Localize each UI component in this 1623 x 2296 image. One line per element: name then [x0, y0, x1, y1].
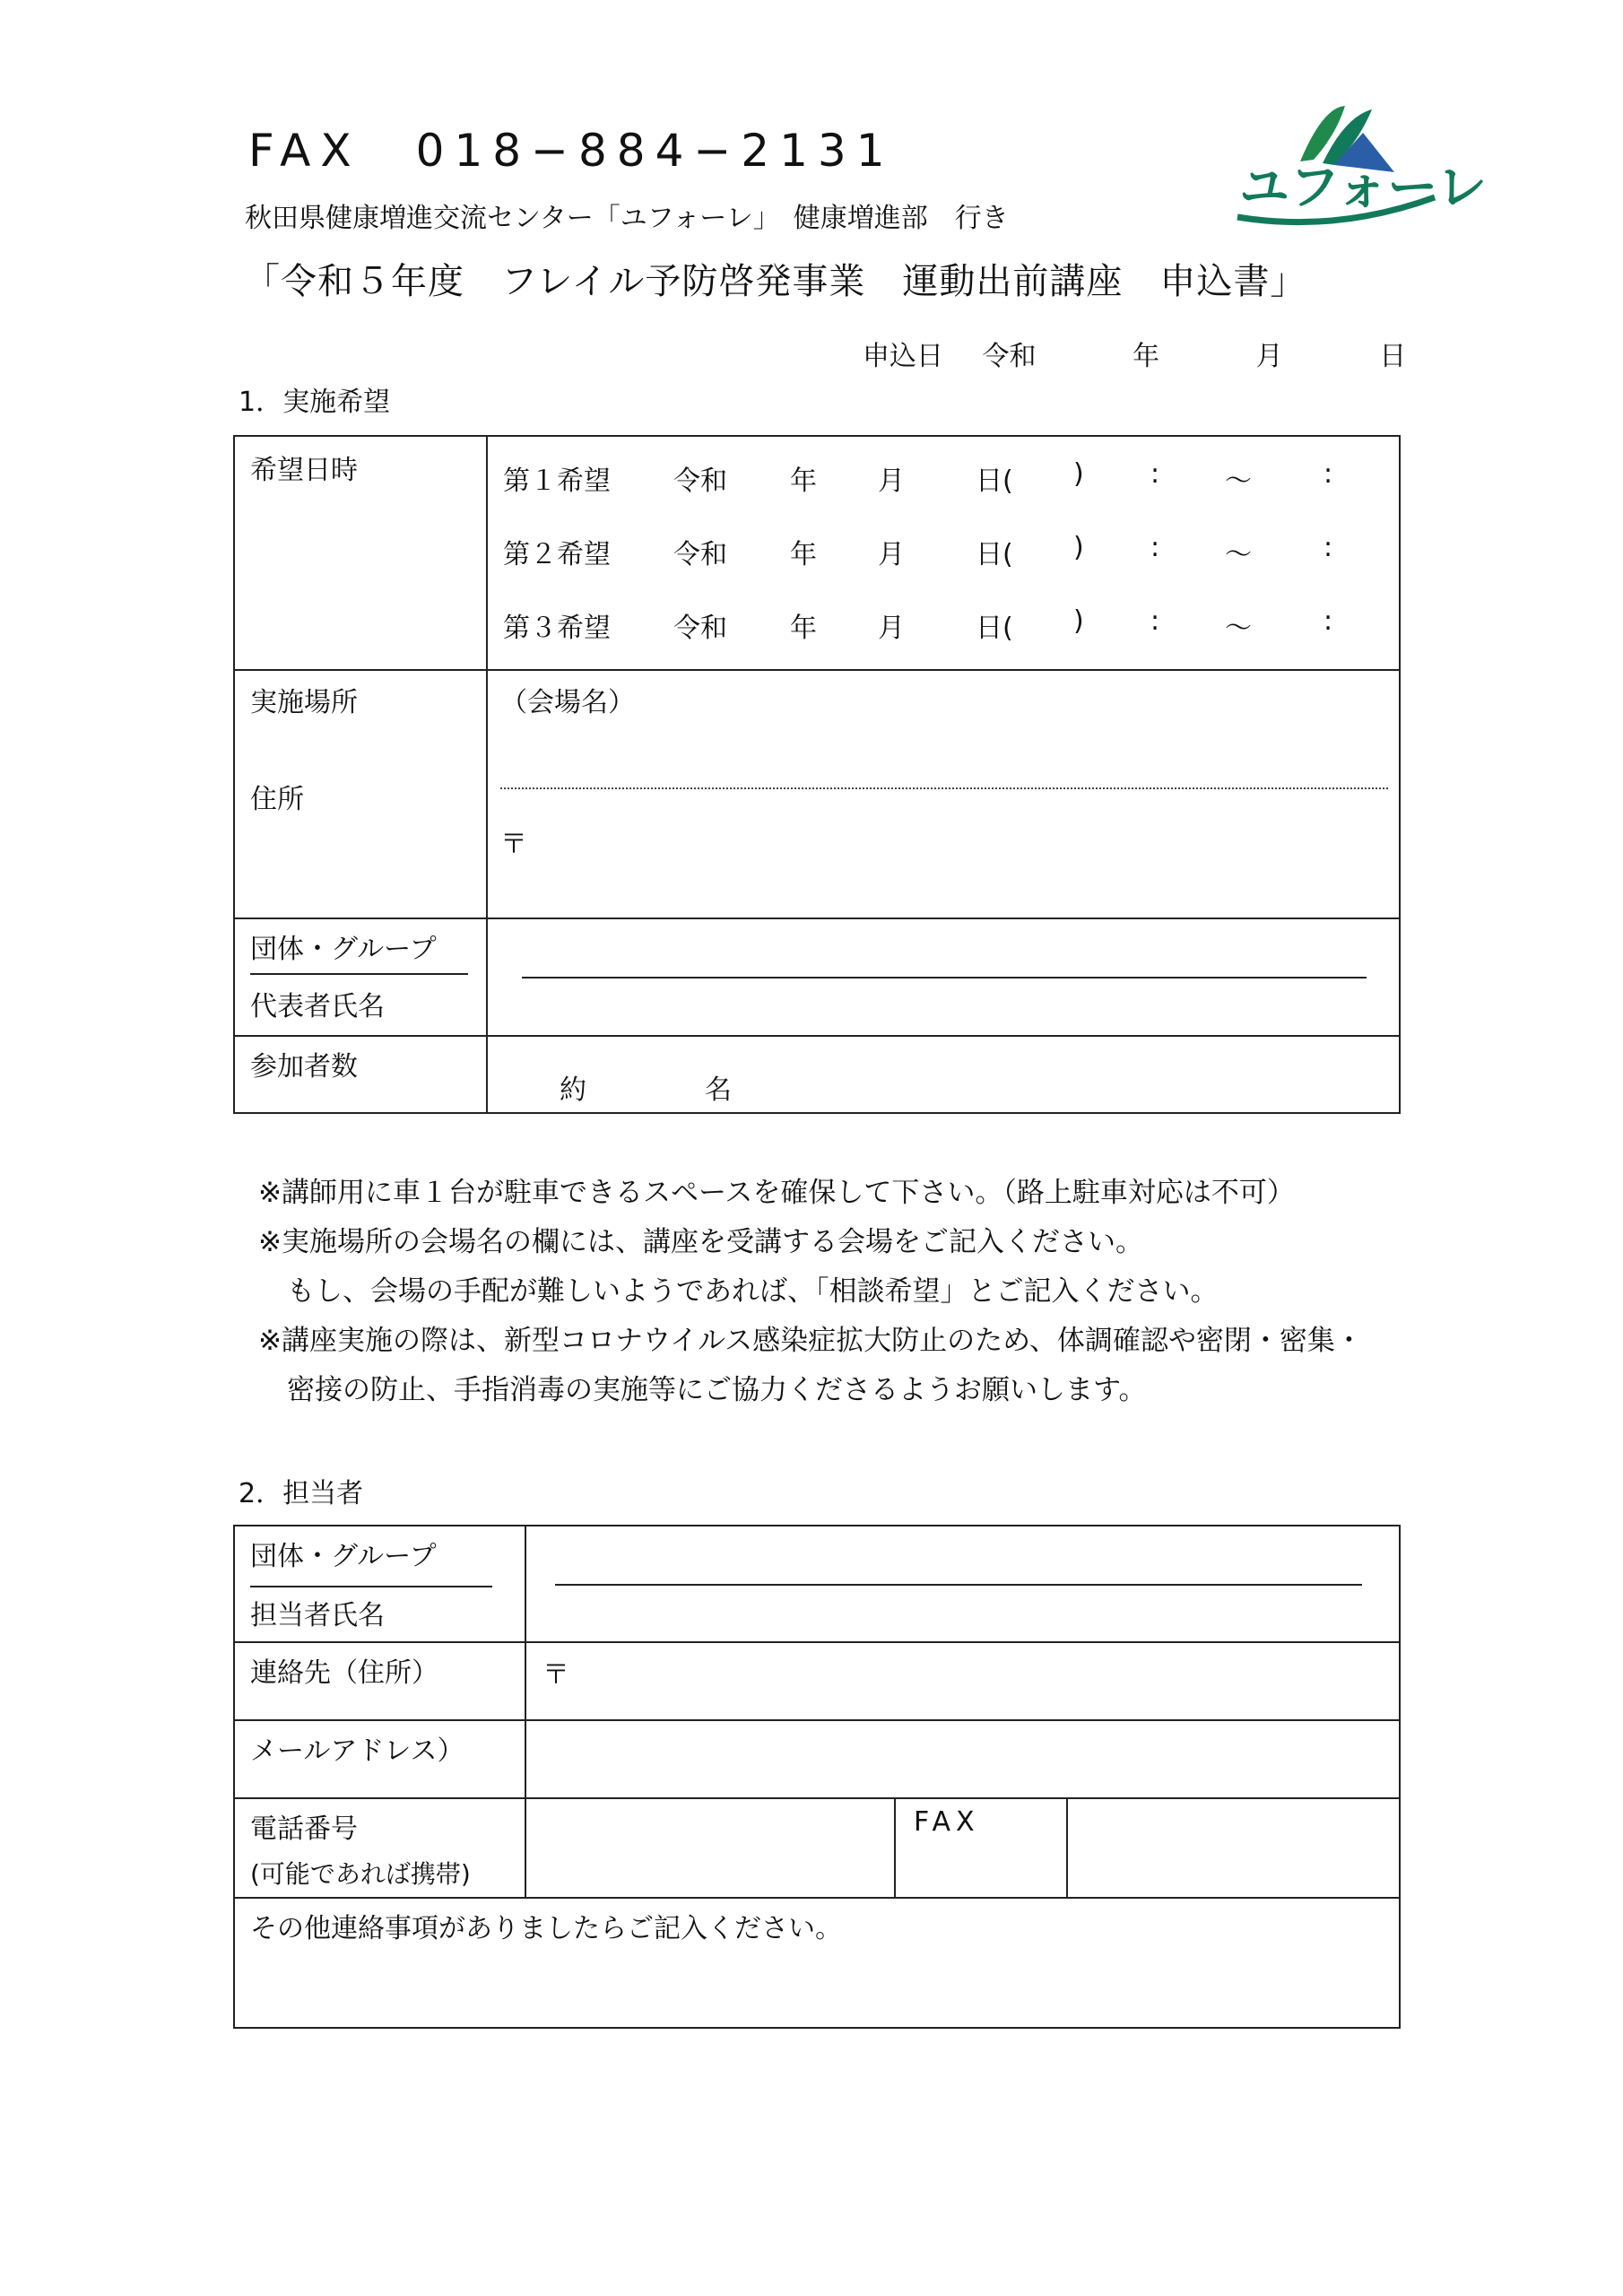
email-label: メールアドレス）: [250, 1735, 464, 1767]
contact-table: [233, 1525, 1401, 2029]
table-row: [234, 1642, 1400, 1720]
wish-era: 令和: [673, 465, 727, 497]
participants-approx: 約: [560, 1074, 586, 1106]
wish-colon-start: :: [1150, 605, 1160, 637]
wish-era: 令和: [673, 613, 727, 644]
label-divider: [250, 1586, 492, 1587]
wish-close-paren: ): [1073, 532, 1084, 563]
venue-name-hint: （会場名）: [500, 687, 635, 718]
email-label-cell: [234, 1720, 525, 1798]
logo-mark-icon: [1228, 99, 1488, 233]
wish-tilde: ～: [1225, 613, 1252, 644]
implementation-table: [233, 435, 1401, 1114]
other-notes-label: その他連絡事項がありましたらご記入ください。: [250, 1913, 842, 1944]
wish-tilde: ～: [1225, 465, 1252, 497]
wish-year: 年: [790, 613, 817, 644]
fax-label-cell: [895, 1798, 1067, 1898]
wish-year: 年: [790, 539, 817, 570]
wish-day: 日(: [976, 539, 1013, 570]
contact-person-label: 担当者氏名: [250, 1600, 385, 1631]
group-rep-cell[interactable]: [487, 918, 1400, 1036]
wish-close-paren: ): [1073, 605, 1084, 637]
contact-group-label: 団体・グループ: [250, 1541, 437, 1572]
venue-label: 実施場所: [250, 687, 358, 718]
wish-date-label: 希望日時: [250, 455, 358, 486]
email-cell[interactable]: [525, 1720, 1400, 1798]
participants-cell[interactable]: [487, 1036, 1400, 1113]
application-date: [863, 334, 1406, 373]
fax-number-title: FAX 018−884−2131: [248, 125, 895, 177]
wish-day: 日(: [976, 465, 1013, 497]
table-row: [234, 436, 1400, 670]
note-line: もし、会場の手配が難しいようであれば、「相談希望」とご記入ください。: [287, 1275, 1219, 1308]
address-label: 住所: [250, 784, 304, 815]
application-date-label: 申込日: [863, 341, 943, 372]
phone-label-cell: [234, 1798, 525, 1898]
label-divider: [250, 973, 468, 975]
wish-label: 第３希望: [503, 613, 611, 644]
wish-colon-end: :: [1324, 532, 1333, 563]
phone-cell[interactable]: [525, 1798, 895, 1898]
wish-close-paren: ): [1073, 458, 1084, 490]
wish-date-cell[interactable]: [487, 436, 1400, 670]
wish-row-2[interactable]: [503, 532, 1355, 568]
wish-colon-start: :: [1150, 458, 1160, 490]
phone-label: 電話番号: [250, 1813, 358, 1845]
wish-month: 月: [878, 539, 905, 570]
contact-group-person-cell[interactable]: [525, 1526, 1400, 1642]
application-date-day: 日: [1379, 341, 1407, 372]
table-row: [234, 670, 1400, 918]
note-line: ※講座実施の際は、新型コロナウイルス感染症拡大防止のため、体調確認や密閉・密集・: [258, 1325, 1363, 1357]
form-title: 「令和５年度 フレイル予防啓発事業 運動出前講座 申込書」: [244, 261, 1307, 302]
wish-month: 月: [878, 613, 905, 644]
wish-label: 第２希望: [503, 539, 611, 570]
table-row: [234, 1526, 1400, 1642]
application-date-year: 年: [1133, 341, 1160, 372]
other-notes-cell[interactable]: [234, 1898, 1400, 2028]
note-line: ※講師用に車１台が駐車できるスペースを確保して下さい。（路上駐車対応は不可）: [258, 1177, 1295, 1209]
participants-label-cell: [234, 1036, 487, 1113]
participants-unit: 名: [705, 1074, 732, 1106]
postal-mark: 〒: [542, 1659, 569, 1691]
wish-colon-end: :: [1324, 458, 1333, 490]
table-row: [234, 1798, 1400, 1898]
section2-heading: 2．担当者: [239, 1478, 364, 1509]
wish-era: 令和: [673, 539, 727, 570]
application-date-era: 令和: [982, 341, 1037, 372]
fax-label: FAX: [914, 1806, 980, 1838]
wish-date-label-cell: [234, 436, 487, 670]
wish-day: 日(: [976, 613, 1013, 644]
group-label-cell: [234, 918, 487, 1036]
note-line: ※実施場所の会場名の欄には、講座を受講する会場をご記入ください。: [258, 1226, 1143, 1258]
wish-tilde: ～: [1225, 539, 1252, 570]
postal-mark: 〒: [500, 829, 527, 860]
venue-dotted-divider: [500, 787, 1388, 789]
wish-year: 年: [790, 465, 817, 497]
contact-address-cell[interactable]: [525, 1642, 1400, 1720]
application-date-month: 月: [1255, 341, 1283, 372]
contact-divider: [555, 1584, 1362, 1586]
section1-heading: 1．実施希望: [239, 387, 391, 418]
venue-label-cell: [234, 670, 487, 918]
contact-address-label: 連絡先（住所）: [250, 1657, 438, 1689]
table-row: [234, 918, 1400, 1036]
venue-cell[interactable]: [487, 670, 1400, 918]
table-row: [234, 1036, 1400, 1113]
participants-label: 参加者数: [250, 1051, 358, 1083]
wish-row-3[interactable]: [503, 605, 1355, 644]
table-row: [234, 1720, 1400, 1798]
representative-label: 代表者氏名: [250, 991, 385, 1022]
group-rep-divider: [522, 977, 1367, 978]
group-label: 団体・グループ: [250, 934, 437, 965]
fax-cell[interactable]: [1067, 1798, 1400, 1898]
wish-month: 月: [878, 465, 905, 497]
wish-label: 第１希望: [503, 465, 611, 497]
table-row: [234, 1898, 1400, 2028]
note-line: 密接の防止、手指消毒の実施等にご協力くださるようお願いします。: [287, 1374, 1147, 1406]
notes: [258, 1169, 1363, 1415]
destination-line: 秋田県健康増進交流センター「ユフォーレ」 健康増進部 行き: [245, 203, 1009, 234]
wish-row-1[interactable]: [503, 458, 1355, 497]
phone-note: (可能であれば携帯): [250, 1859, 471, 1889]
logo-text: ユフォーレ: [1239, 159, 1488, 217]
wish-colon-start: :: [1150, 532, 1160, 563]
yufore-logo: [1228, 99, 1488, 233]
address-label-cell: [234, 1642, 525, 1720]
wish-colon-end: :: [1324, 605, 1333, 637]
contact-group-label-cell: [234, 1526, 525, 1642]
